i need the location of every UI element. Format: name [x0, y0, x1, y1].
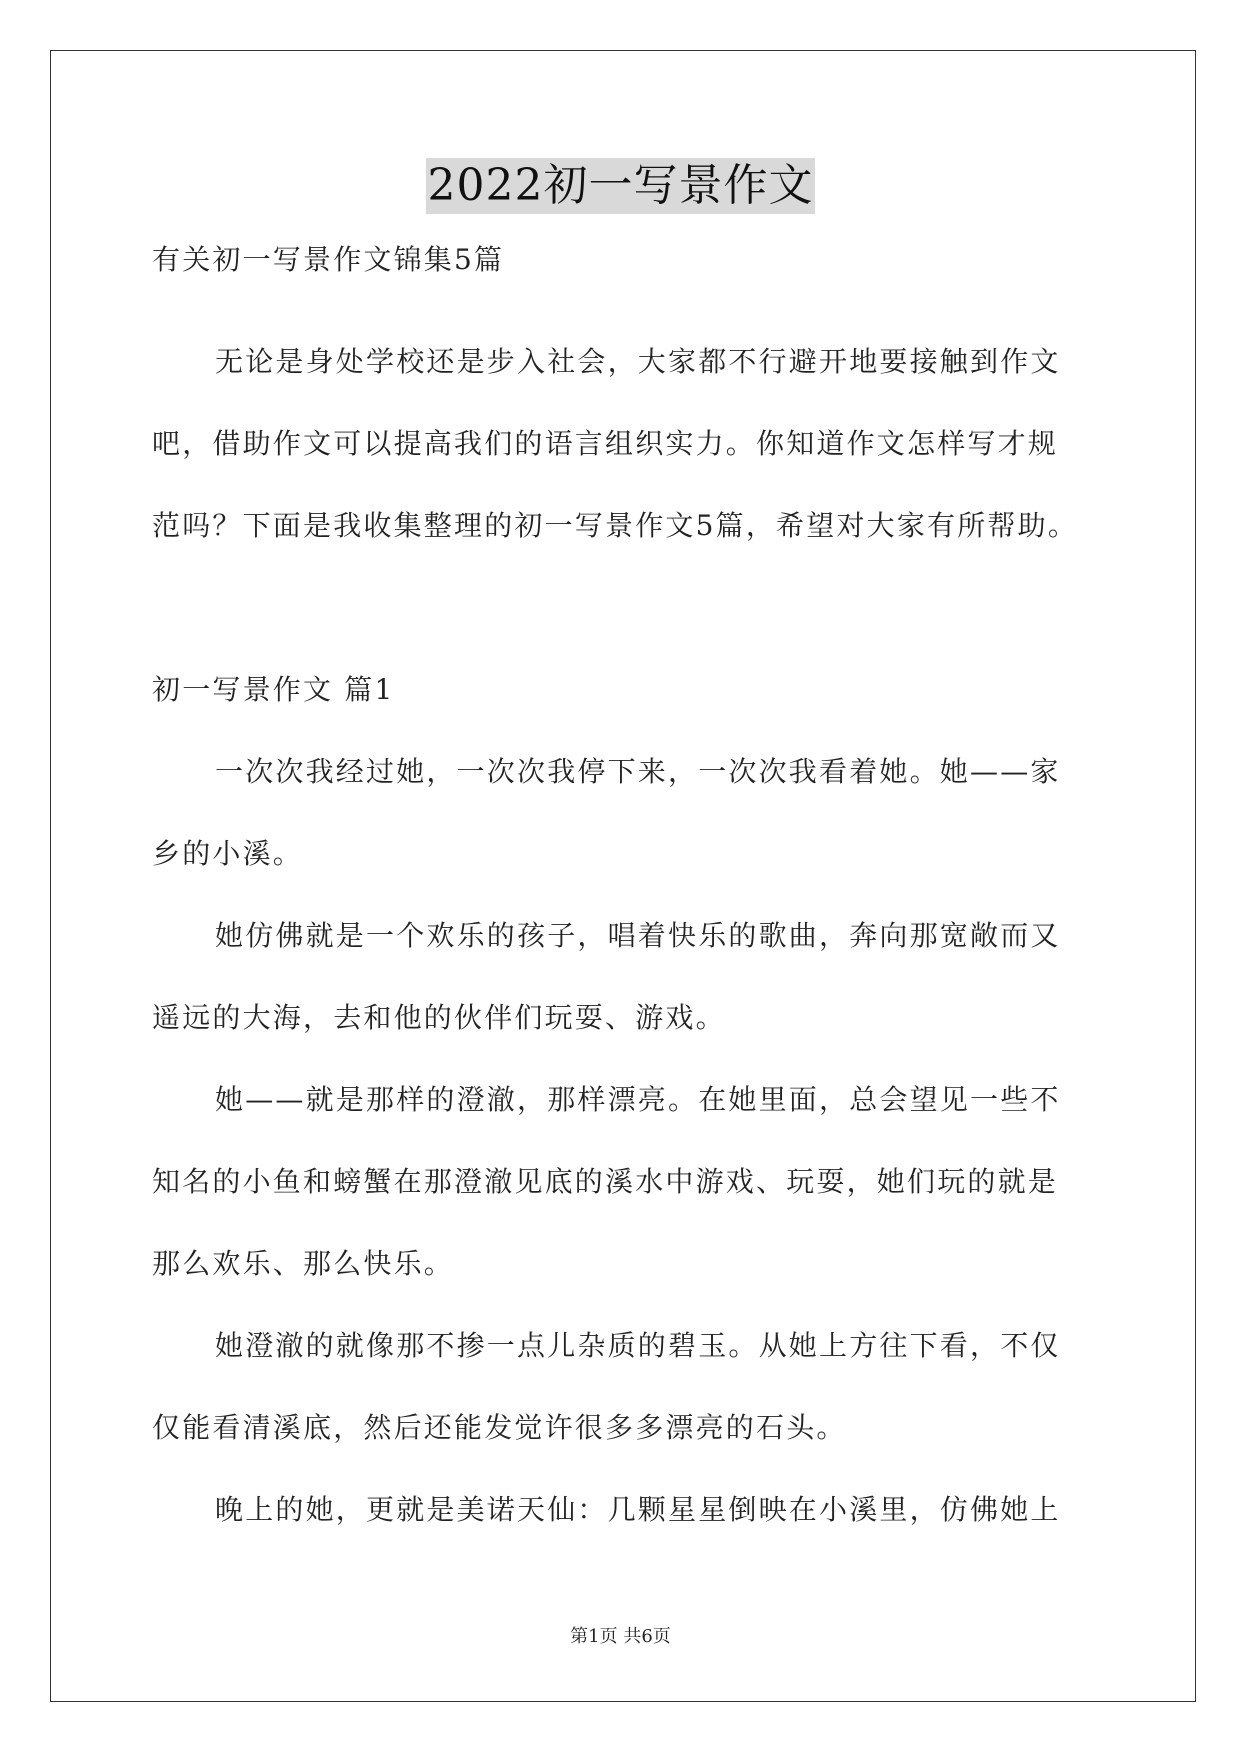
body-line-9: 仅能看清溪底，然后还能发觉许很多多漂亮的石头。 — [152, 1411, 847, 1444]
intro-line-2: 吧，借助作文可以提高我们的语言组织实力。你知道作文怎样写才规 — [152, 427, 1059, 460]
title-container — [0, 158, 1241, 214]
intro-line-3: 范吗？下面是我收集整理的初一写景作文5篇，希望对大家有所帮助。 — [152, 509, 1079, 542]
intro-line-1: 无论是身处学校还是步入社会，大家都不行避开地要接触到作文 — [215, 345, 1061, 378]
document-subtitle: 有关初一写景作文锦集5篇 — [152, 243, 505, 276]
body-line-5: 她——就是那样的澄澈，那样漂亮。在她里面，总会望见一些不 — [215, 1083, 1061, 1116]
body-line-3: 她仿佛就是一个欢乐的孩子，唱着快乐的歌曲，奔向那宽敞而又 — [215, 919, 1061, 952]
section-heading: 初一写景作文 篇1 — [152, 673, 395, 706]
body-line-6: 知名的小鱼和螃蟹在那澄澈见底的溪水中游戏、玩耍，她们玩的就是 — [152, 1165, 1059, 1198]
body-line-1: 一次次我经过她，一次次我停下来，一次次我看着她。她——家 — [215, 755, 1061, 788]
page-footer: 第1页 共6页 — [570, 1626, 671, 1647]
document-title: 2022初一写景作文 — [426, 158, 816, 214]
body-line-10: 晚上的她，更就是美诺天仙：几颗星星倒映在小溪里，仿佛她上 — [215, 1493, 1061, 1526]
body-line-8: 她澄澈的就像那不掺一点儿杂质的碧玉。从她上方往下看，不仅 — [215, 1329, 1061, 1362]
body-line-2: 乡的小溪。 — [152, 837, 304, 870]
page-frame — [50, 50, 1196, 1702]
body-line-7: 那么欢乐、那么快乐。 — [152, 1247, 455, 1280]
body-line-4: 遥远的大海，去和他的伙伴们玩耍、游戏。 — [152, 1001, 726, 1034]
